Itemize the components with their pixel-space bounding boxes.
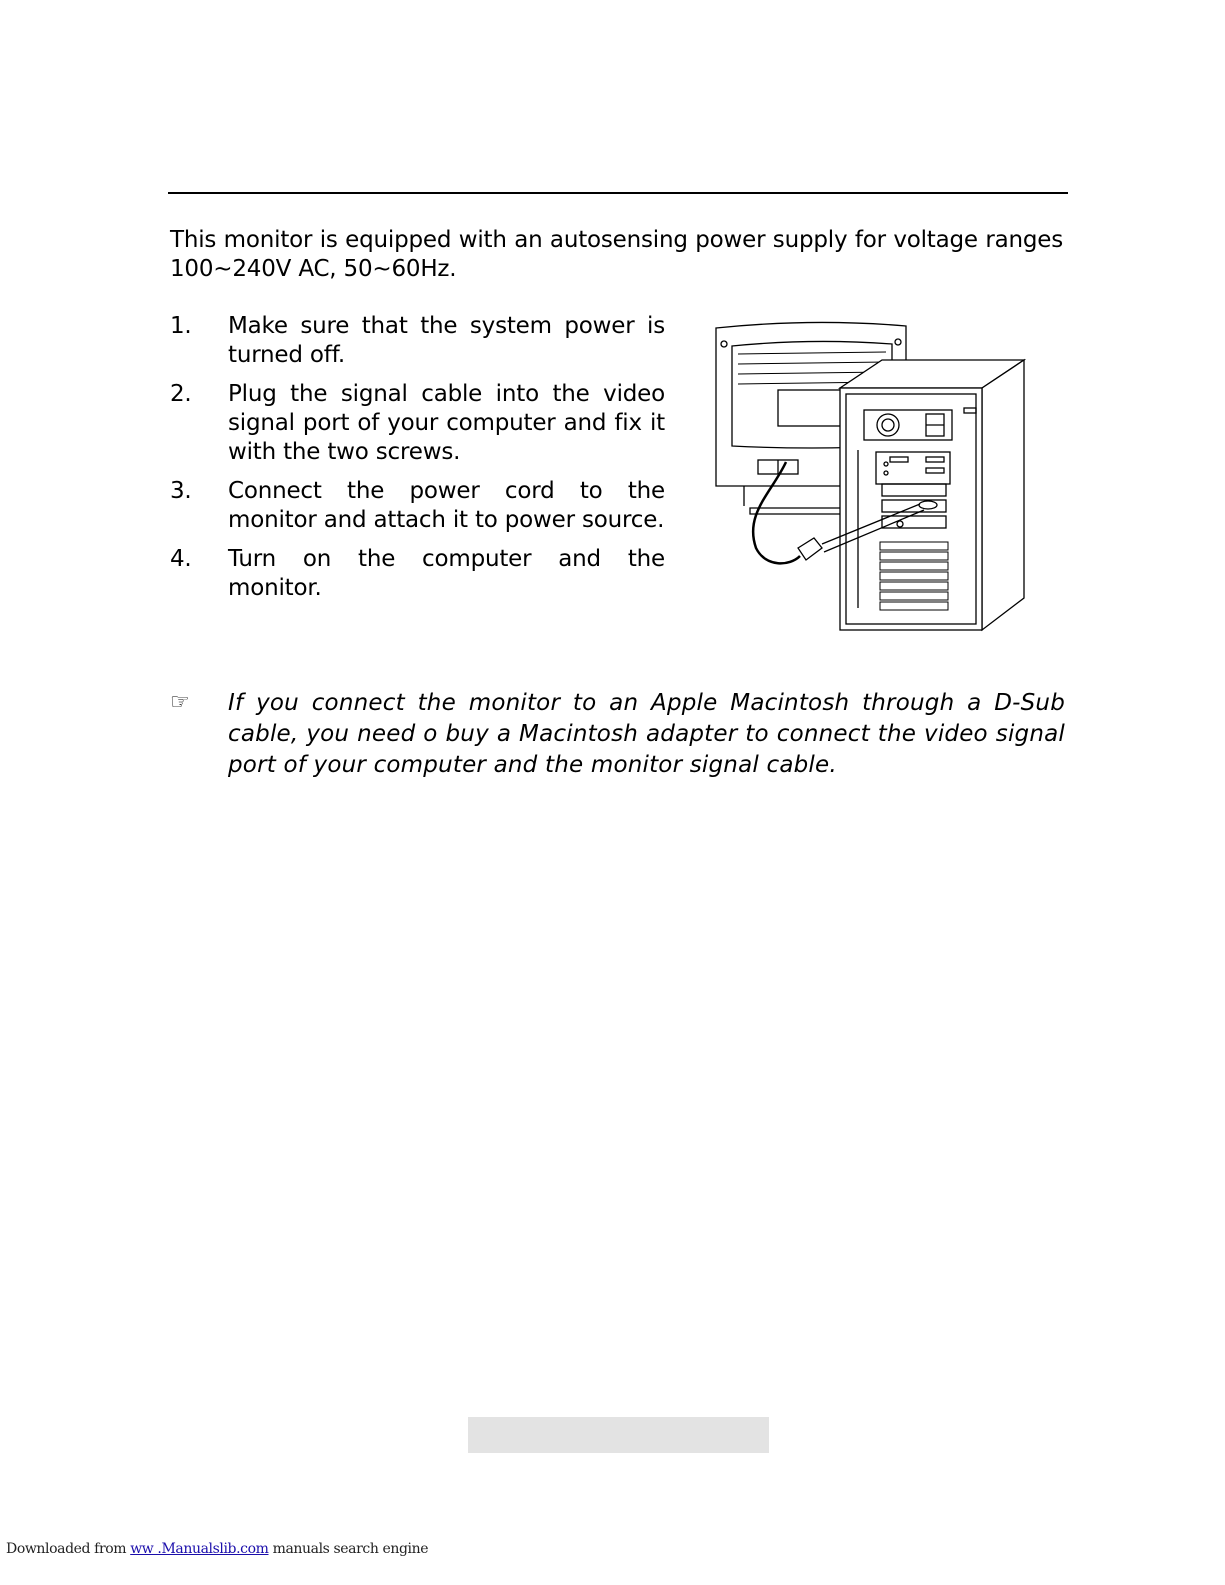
step-number: 4. — [170, 546, 192, 572]
footer-page-box — [468, 1417, 769, 1453]
note-callout — [170, 688, 1065, 781]
manualslib-link[interactable]: ww .Manualslib.com — [130, 1541, 269, 1557]
intro-paragraph: This monitor is equipped with an autosensing power supply for voltage ranges 100~240V AC, 50~60Hz. — [170, 227, 1063, 282]
step-item — [170, 380, 665, 467]
step-item — [170, 312, 665, 370]
section-divider — [168, 192, 1068, 194]
step-text: Connect the power cord to the monitor and attach it to power source. — [228, 478, 665, 533]
step-item — [170, 477, 665, 535]
monitor-and-computer-connection-icon — [714, 316, 1029, 634]
source-suffix: manuals search engine — [268, 1541, 429, 1557]
step-text: Plug the signal cable into the video signal port of your computer and fix it with the two screws. — [228, 381, 665, 465]
source-footer — [6, 1541, 428, 1557]
step-number: 1. — [170, 313, 192, 339]
pointing-hand-icon: ☞ — [170, 690, 190, 715]
step-number: 2. — [170, 381, 192, 407]
setup-steps — [170, 312, 665, 613]
step-number: 3. — [170, 478, 192, 504]
step-text: Make sure that the system power is turned off. — [228, 313, 665, 368]
note-text: If you connect the monitor to an Apple Macintosh through a D-Sub cable, you need o buy a Macintosh adapter to connect the video signal port of your computer and the monitor signal cable. — [228, 690, 1065, 778]
step-text: Turn on the computer and the monitor. — [228, 546, 665, 601]
source-prefix: Downloaded from — [6, 1541, 131, 1557]
step-item — [170, 545, 665, 603]
